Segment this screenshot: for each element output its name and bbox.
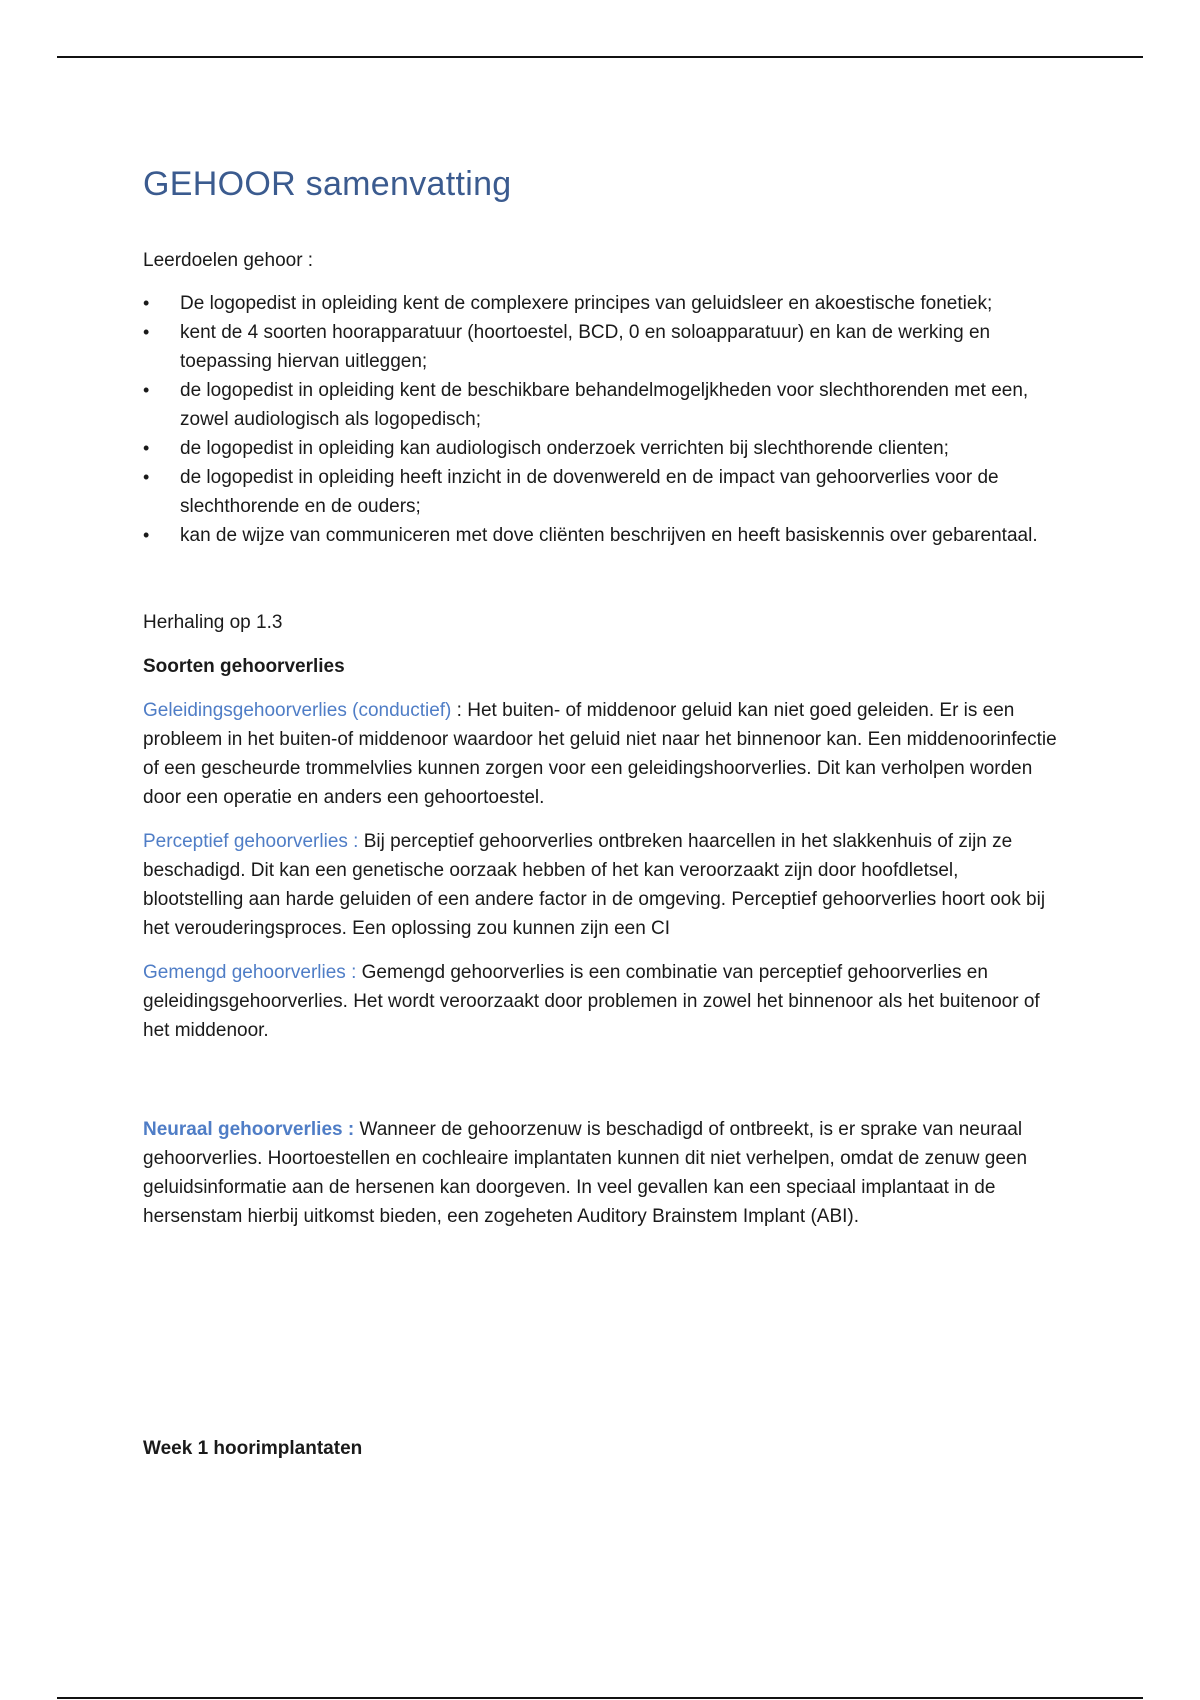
bullet-icon: • xyxy=(143,525,150,545)
list-item xyxy=(143,434,1058,463)
paragraph-geleidingsgehoorverlies xyxy=(143,696,1058,812)
list-item-text: de logopedist in opleiding heeft inzicht in de dovenwereld en de impact van gehoorverlies voor de slechthorende en de ouders; xyxy=(180,467,999,517)
paragraph-text: Gemengd gehoorverlies is een combinatie van perceptief gehoorverlies en geleidingsgehoorverlies. Het wordt veroorzaakt door problemen in zowel het binnenoor als het buitenoor of het middenoor. xyxy=(143,962,1040,1041)
top-rule xyxy=(57,56,1143,58)
bullet-icon: • xyxy=(143,467,150,487)
document-body xyxy=(143,160,1058,1463)
bullet-icon: • xyxy=(143,322,150,342)
bullet-icon: • xyxy=(143,438,150,458)
paragraph-perceptief xyxy=(143,827,1058,943)
learning-goals-list xyxy=(143,289,1058,550)
list-item-text: kan de wijze van communiceren met dove cliënten beschrijven en heeft basiskennis over gebarentaal. xyxy=(180,525,1038,546)
bullet-icon: • xyxy=(143,293,150,313)
paragraph-text: Bij perceptief gehoorverlies ontbreken haarcellen in het slakkenhuis of zijn ze beschadigd. Dit kan een genetische oorzaak hebben of het kan veroorzaakt zijn door hoofdletsel, blootstelling aan harde geluiden of een andere factor in de omgeving. Perceptief gehoorverlies hoort ook bij het verouderingsproces. Een oplossing zou kunnen zijn een CI xyxy=(143,831,1046,939)
term-gemengd: Gemengd gehoorverlies : xyxy=(143,962,357,983)
list-item-text: De logopedist in opleiding kent de complexere principes van geluidsleer en akoestische fonetiek; xyxy=(180,293,993,314)
list-item-text: de logopedist in opleiding kan audiologisch onderzoek verrichten bij slechthorende clienten; xyxy=(180,438,949,459)
paragraph-gemengd xyxy=(143,958,1058,1045)
section-heading-soorten: Soorten gehoorverlies xyxy=(143,656,345,677)
paragraph-text: Het buiten- of middenoor geluid kan niet goed geleiden. Er is een probleem in het buiten-of middenoor waardoor het geluid niet naar het binnenoor kan. Een middenoorinfectie of een gescheurde trommelvlies kunnen zorgen voor een geleidingshoorverlies. Dit kan verholpen worden door een operatie en anders een gehoortoestel. xyxy=(143,700,1057,808)
term-separator: : xyxy=(451,700,468,721)
list-item xyxy=(143,521,1058,550)
herhaling-label: Herhaling op 1.3 xyxy=(143,612,283,633)
document-title: GEHOOR samenvatting xyxy=(143,165,512,203)
list-item xyxy=(143,463,1058,521)
paragraph-neuraal xyxy=(143,1115,1058,1231)
bottom-rule xyxy=(57,1697,1143,1699)
list-item-text: de logopedist in opleiding kent de beschikbare behandelmogeljkheden voor slechthorenden met een, zowel audiologisch als logopedisch; xyxy=(180,380,1029,430)
term-perceptief: Perceptief gehoorverlies : xyxy=(143,831,359,852)
learning-goals-intro: Leerdoelen gehoor : xyxy=(143,250,314,271)
list-item xyxy=(143,376,1058,434)
list-item xyxy=(143,318,1058,376)
week-heading: Week 1 hoorimplantaten xyxy=(143,1438,363,1459)
paragraph-text: Wanneer de gehoorzenuw is beschadigd of ontbreekt, is er sprake van neuraal gehoorverlies. Hoortoestellen en cochleaire implantaten kunnen dit niet verhelpen, omdat de zenuw geen geluidsinformatie aan de hersenen kan doorgeven. In veel gevallen kan een speciaal implantaat in de hersenstam hierbij uitkomst bieden, een zogeheten Auditory Brainstem Implant (ABI). xyxy=(143,1119,1028,1227)
term-geleidingsgehoorverlies: Geleidingsgehoorverlies (conductief) xyxy=(143,700,452,721)
list-item-text: kent de 4 soorten hoorapparatuur (hoortoestel, BCD, 0 en soloapparatuur) en kan de werking en toepassing hiervan uitleggen; xyxy=(180,322,991,372)
list-item xyxy=(143,289,1058,318)
bullet-icon: • xyxy=(143,380,150,400)
term-neuraal: Neuraal gehoorverlies : xyxy=(143,1119,355,1140)
